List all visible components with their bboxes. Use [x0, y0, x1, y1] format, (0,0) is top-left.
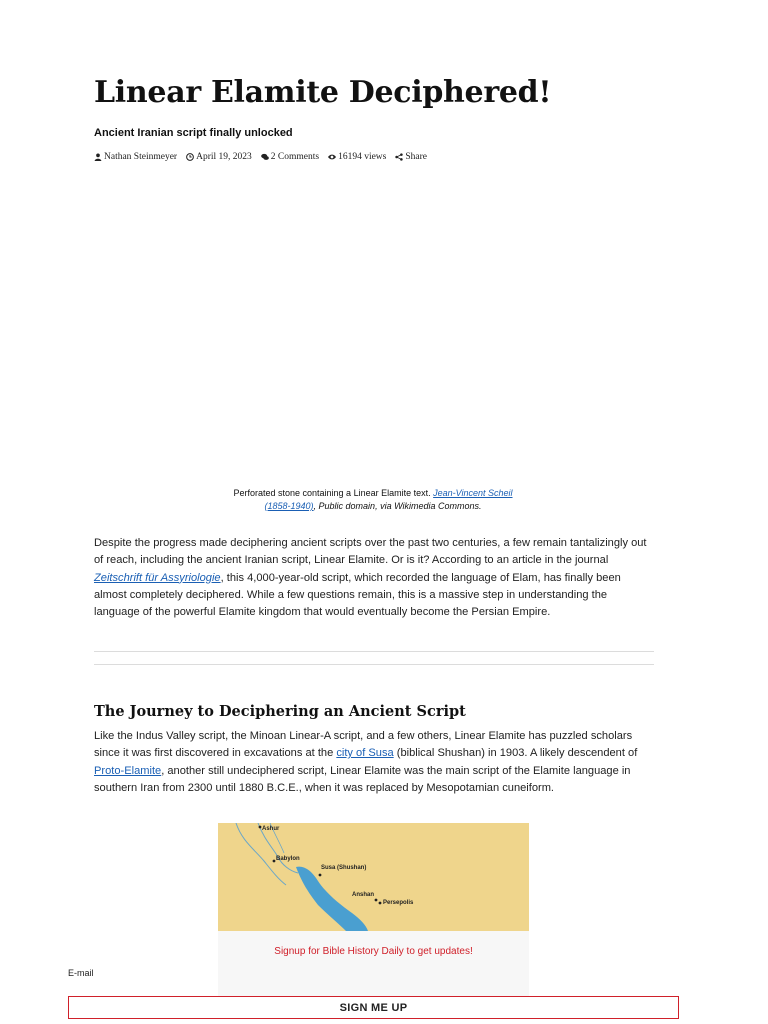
- share-icon: [395, 153, 403, 161]
- comments-count: 2 Comments: [270, 152, 320, 162]
- caption-credit-link[interactable]: Jean-Vincent Scheil (1858-1940): [264, 488, 513, 511]
- share-button[interactable]: [395, 152, 427, 162]
- article-subtitle: Ancient Iranian script finally unlocked: [94, 127, 293, 139]
- divider: [94, 664, 654, 665]
- author-name: Nathan Steinmeyer: [104, 152, 178, 162]
- proto-elamite-link[interactable]: Proto-Elamite: [94, 764, 162, 777]
- para-text: (biblical Shushan) in 1903. A likely descendent of: [393, 747, 638, 760]
- share-label: Share: [405, 152, 427, 162]
- section-heading: The Journey to Deciphering an Ancient Script: [94, 703, 466, 720]
- eye-icon: [328, 153, 336, 161]
- para-text: Like the Indus Valley script, the Minoan Linear-A script, and a few others, Linear Elamite has puzzled scholars since it was first discovered in excavations at the: [94, 730, 633, 760]
- map-label-ashur: Ashur: [262, 826, 280, 832]
- elam-map-image: [218, 823, 529, 931]
- sign-me-up-button[interactable]: SIGN ME UP: [68, 996, 679, 1019]
- clock-icon: [186, 153, 194, 161]
- intro-paragraph: [94, 535, 654, 621]
- caption-credit: , Public domain, via Wikimedia Commons.: [313, 501, 482, 511]
- comments-icon: [261, 153, 269, 161]
- views-count: 16194 views: [338, 152, 387, 162]
- para-text: , another still undeciphered script, Linear Elamite was the main script of the Elamite language in southern Iran from 2300 until 1880 B.C.E., when it was replaced by Mesopotamian cuneiform.: [94, 764, 631, 794]
- article-title: Linear Elamite Deciphered!: [94, 75, 552, 110]
- signup-panel: [218, 931, 529, 997]
- susa-link[interactable]: city of Susa: [336, 747, 394, 760]
- map-label-persepolis: Persepolis: [383, 900, 414, 906]
- comments-link[interactable]: [261, 152, 319, 162]
- para-text: Despite the progress made deciphering ancient scripts over the past two centuries, a few remain tantalizingly out of reach, including the ancient Iranian script, Linear Elamite. Or is it? According to an article in the journal: [94, 537, 647, 567]
- user-icon: [94, 153, 102, 161]
- map-label-susa: Susa (Shushan): [321, 865, 367, 871]
- image-caption: [228, 487, 518, 513]
- signup-prompt: Signup for Bible History Daily to get updates!: [274, 946, 473, 957]
- body-paragraph: [94, 728, 654, 797]
- map-label-babylon: Babylon: [276, 856, 300, 862]
- email-field-label: E-mail: [68, 968, 94, 978]
- author-link[interactable]: [94, 152, 177, 162]
- date: [186, 152, 252, 162]
- date-text: April 19, 2023: [196, 152, 252, 162]
- map-label-anshan: Anshan: [352, 892, 375, 898]
- para-text: , this 4,000-year-old script, which recorded the language of Elam, has finally been almost completely deciphered. While a few questions remain, this is a massive step in understanding the language of the powerful Elamite kingdom that would eventually become the Persian Empire.: [94, 571, 621, 619]
- caption-text: Perforated stone containing a Linear Elamite text.: [233, 488, 431, 498]
- views: [328, 152, 386, 162]
- divider: [94, 651, 654, 652]
- article-meta: [94, 152, 436, 162]
- journal-link[interactable]: Zeitschrift für Assyriologie: [94, 571, 221, 584]
